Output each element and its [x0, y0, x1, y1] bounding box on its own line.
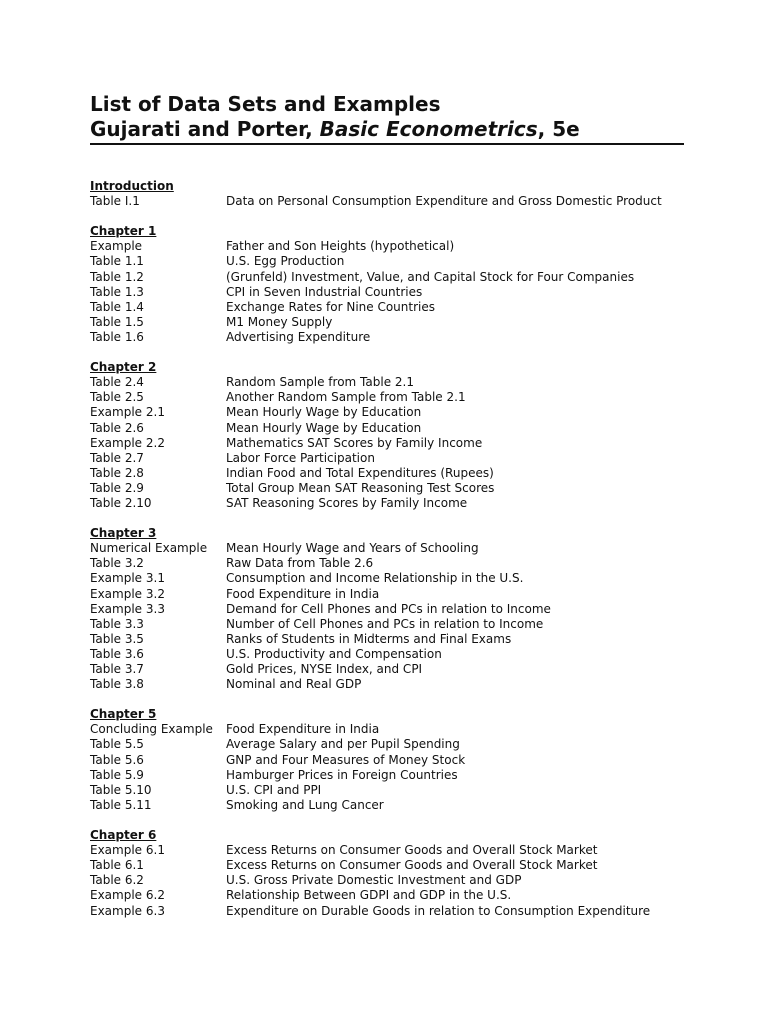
- list-item: [90, 904, 690, 919]
- item-label: Concluding Example: [90, 722, 213, 737]
- item-label: Table 3.3: [90, 616, 144, 631]
- item-description: Mean Hourly Wage and Years of Schooling: [226, 541, 479, 556]
- item-label: Table 5.10: [90, 782, 152, 797]
- item-description: Father and Son Heights (hypothetical): [226, 239, 455, 254]
- item-description: Mean Hourly Wage by Education: [226, 405, 422, 420]
- item-label: Example 3.1: [90, 571, 165, 586]
- list-section: [90, 526, 690, 692]
- list-item: [90, 888, 690, 903]
- list-item: [90, 300, 690, 315]
- item-label: Table 2.9: [90, 480, 144, 495]
- item-label: Table 1.4: [90, 299, 144, 314]
- item-description: Expenditure on Durable Goods in relation to Consumption Expenditure: [226, 903, 651, 918]
- item-label: Example: [90, 239, 143, 254]
- list-item: [90, 677, 690, 692]
- item-description: Food Expenditure in India: [226, 586, 380, 601]
- item-description: Nominal and Real GDP: [226, 677, 362, 692]
- item-label: Example 3.2: [90, 586, 165, 601]
- item-description: Relationship Between GDPI and GDP in the U.S.: [226, 888, 512, 903]
- list-item: [90, 662, 690, 677]
- item-description: Mean Hourly Wage by Education: [226, 420, 422, 435]
- list-item: [90, 239, 690, 254]
- item-label: Example 2.2: [90, 435, 165, 450]
- list-item: [90, 768, 690, 783]
- list-item: [90, 330, 690, 345]
- item-label: Table 5.11: [90, 797, 152, 812]
- list-item: [90, 421, 690, 436]
- data-set-list: [90, 179, 690, 934]
- title-divider: [90, 143, 684, 145]
- item-description: Advertising Expenditure: [226, 329, 371, 344]
- section-heading: Chapter 2: [90, 360, 157, 375]
- item-description: Average Salary and per Pupil Spending: [226, 737, 460, 752]
- list-item: [90, 843, 690, 858]
- item-label: Table 1.3: [90, 284, 144, 299]
- list-item: [90, 647, 690, 662]
- list-item: [90, 556, 690, 571]
- list-section: [90, 224, 690, 345]
- item-description: M1 Money Supply: [226, 314, 333, 329]
- item-label: Table 1.6: [90, 329, 144, 344]
- document-header: [90, 92, 684, 142]
- item-description: Consumption and Income Relationship in the U.S.: [226, 571, 524, 586]
- item-description: (Grunfeld) Investment, Value, and Capital Stock for Four Companies: [226, 269, 635, 284]
- item-label: Table 2.10: [90, 495, 152, 510]
- item-label: Table 5.6: [90, 752, 144, 767]
- list-section: [90, 179, 690, 209]
- item-description: Gold Prices, NYSE Index, and CPI: [226, 662, 423, 676]
- list-item: [90, 602, 690, 617]
- section-heading: Chapter 3: [90, 526, 157, 541]
- item-label: Example 6.3: [90, 903, 165, 918]
- item-label: Table 3.2: [90, 556, 144, 571]
- item-description: Hamburger Prices in Foreign Countries: [226, 767, 458, 782]
- item-description: Demand for Cell Phones and PCs in relation to Income: [226, 601, 551, 616]
- list-item: [90, 783, 690, 798]
- item-label: Example 2.1: [90, 405, 165, 420]
- item-description: Data on Personal Consumption Expenditure and Gross Domestic Product: [226, 194, 662, 209]
- item-description: GNP and Four Measures of Money Stock: [226, 752, 466, 767]
- item-description: Exchange Rates for Nine Countries: [226, 299, 435, 314]
- item-label: Table 3.8: [90, 677, 144, 692]
- item-label: Table 5.9: [90, 767, 144, 782]
- list-item: [90, 617, 690, 632]
- list-item: [90, 571, 690, 586]
- book-edition: , 5e: [537, 117, 580, 141]
- item-label: Table 2.4: [90, 375, 144, 390]
- item-description: Mathematics SAT Scores by Family Income: [226, 435, 483, 450]
- list-section: [90, 828, 690, 919]
- item-description: Another Random Sample from Table 2.1: [226, 390, 466, 405]
- list-item: [90, 315, 690, 330]
- list-item: [90, 466, 690, 481]
- item-description: Indian Food and Total Expenditures (Rupees): [226, 465, 494, 480]
- item-label: Table 2.6: [90, 420, 144, 435]
- item-description: Excess Returns on Consumer Goods and Overall Stock Market: [226, 858, 598, 873]
- list-item: [90, 481, 690, 496]
- section-heading: Chapter 5: [90, 707, 157, 722]
- item-description: U.S. CPI and PPI: [226, 782, 322, 797]
- item-label: Table 1.1: [90, 254, 144, 269]
- section-heading: Chapter 1: [90, 224, 157, 239]
- list-item: [90, 753, 690, 768]
- item-description: U.S. Egg Production: [226, 254, 345, 269]
- list-item: [90, 285, 690, 300]
- list-item: [90, 632, 690, 647]
- item-label: Table 2.5: [90, 390, 144, 405]
- item-label: Numerical Example: [90, 541, 208, 556]
- item-label: Table 1.5: [90, 314, 144, 329]
- item-description: Number of Cell Phones and PCs in relation to Income: [226, 616, 544, 631]
- list-item: [90, 375, 690, 390]
- section-heading: Chapter 6: [90, 828, 157, 843]
- item-description: SAT Reasoning Scores by Family Income: [226, 495, 468, 510]
- list-section: [90, 360, 690, 511]
- item-label: Table 6.2: [90, 873, 144, 888]
- item-label: Table 1.2: [90, 269, 144, 284]
- list-item: [90, 587, 690, 602]
- item-description: Food Expenditure in India: [226, 722, 380, 737]
- list-item: [90, 541, 690, 556]
- item-label: Table 3.6: [90, 646, 144, 661]
- list-item: [90, 798, 690, 813]
- page-title: List of Data Sets and Examples: [90, 92, 441, 116]
- item-description: U.S. Gross Private Domestic Investment and GDP: [226, 873, 522, 888]
- item-label: Example 6.2: [90, 888, 165, 903]
- item-description: Total Group Mean SAT Reasoning Test Scores: [226, 480, 495, 495]
- list-item: [90, 858, 690, 873]
- list-item: [90, 270, 690, 285]
- section-heading: Introduction: [90, 179, 174, 193]
- list-item: [90, 496, 690, 511]
- list-item: [90, 737, 690, 752]
- list-item: [90, 390, 690, 405]
- item-label: Example 3.3: [90, 601, 165, 616]
- item-label: Example 6.1: [90, 843, 165, 858]
- item-label: Table 2.7: [90, 450, 144, 465]
- list-item: [90, 451, 690, 466]
- list-item: [90, 254, 690, 269]
- item-description: Raw Data from Table 2.6: [226, 556, 374, 571]
- list-section: [90, 707, 690, 813]
- book-authors: Gujarati and Porter,: [90, 117, 320, 141]
- item-description: U.S. Productivity and Compensation: [226, 646, 442, 661]
- list-item: [90, 405, 690, 420]
- item-label: Table 6.1: [90, 858, 144, 873]
- item-description: Excess Returns on Consumer Goods and Overall Stock Market: [226, 843, 598, 858]
- item-label: Table 5.5: [90, 737, 144, 752]
- item-label: Table 3.5: [90, 631, 144, 646]
- list-item: [90, 722, 690, 737]
- item-label: Table 2.8: [90, 465, 144, 480]
- book-title: Basic Econometrics: [319, 117, 538, 141]
- item-description: Labor Force Participation: [226, 450, 375, 465]
- item-label: Table 3.7: [90, 662, 144, 676]
- item-description: CPI in Seven Industrial Countries: [226, 284, 423, 299]
- list-item: [90, 194, 690, 209]
- item-label: Table I.1: [90, 194, 140, 209]
- item-description: Random Sample from Table 2.1: [226, 375, 414, 390]
- list-item: [90, 436, 690, 451]
- item-description: Ranks of Students in Midterms and Final Exams: [226, 631, 512, 646]
- list-item: [90, 873, 690, 888]
- item-description: Smoking and Lung Cancer: [226, 797, 384, 812]
- book-citation: [90, 117, 684, 142]
